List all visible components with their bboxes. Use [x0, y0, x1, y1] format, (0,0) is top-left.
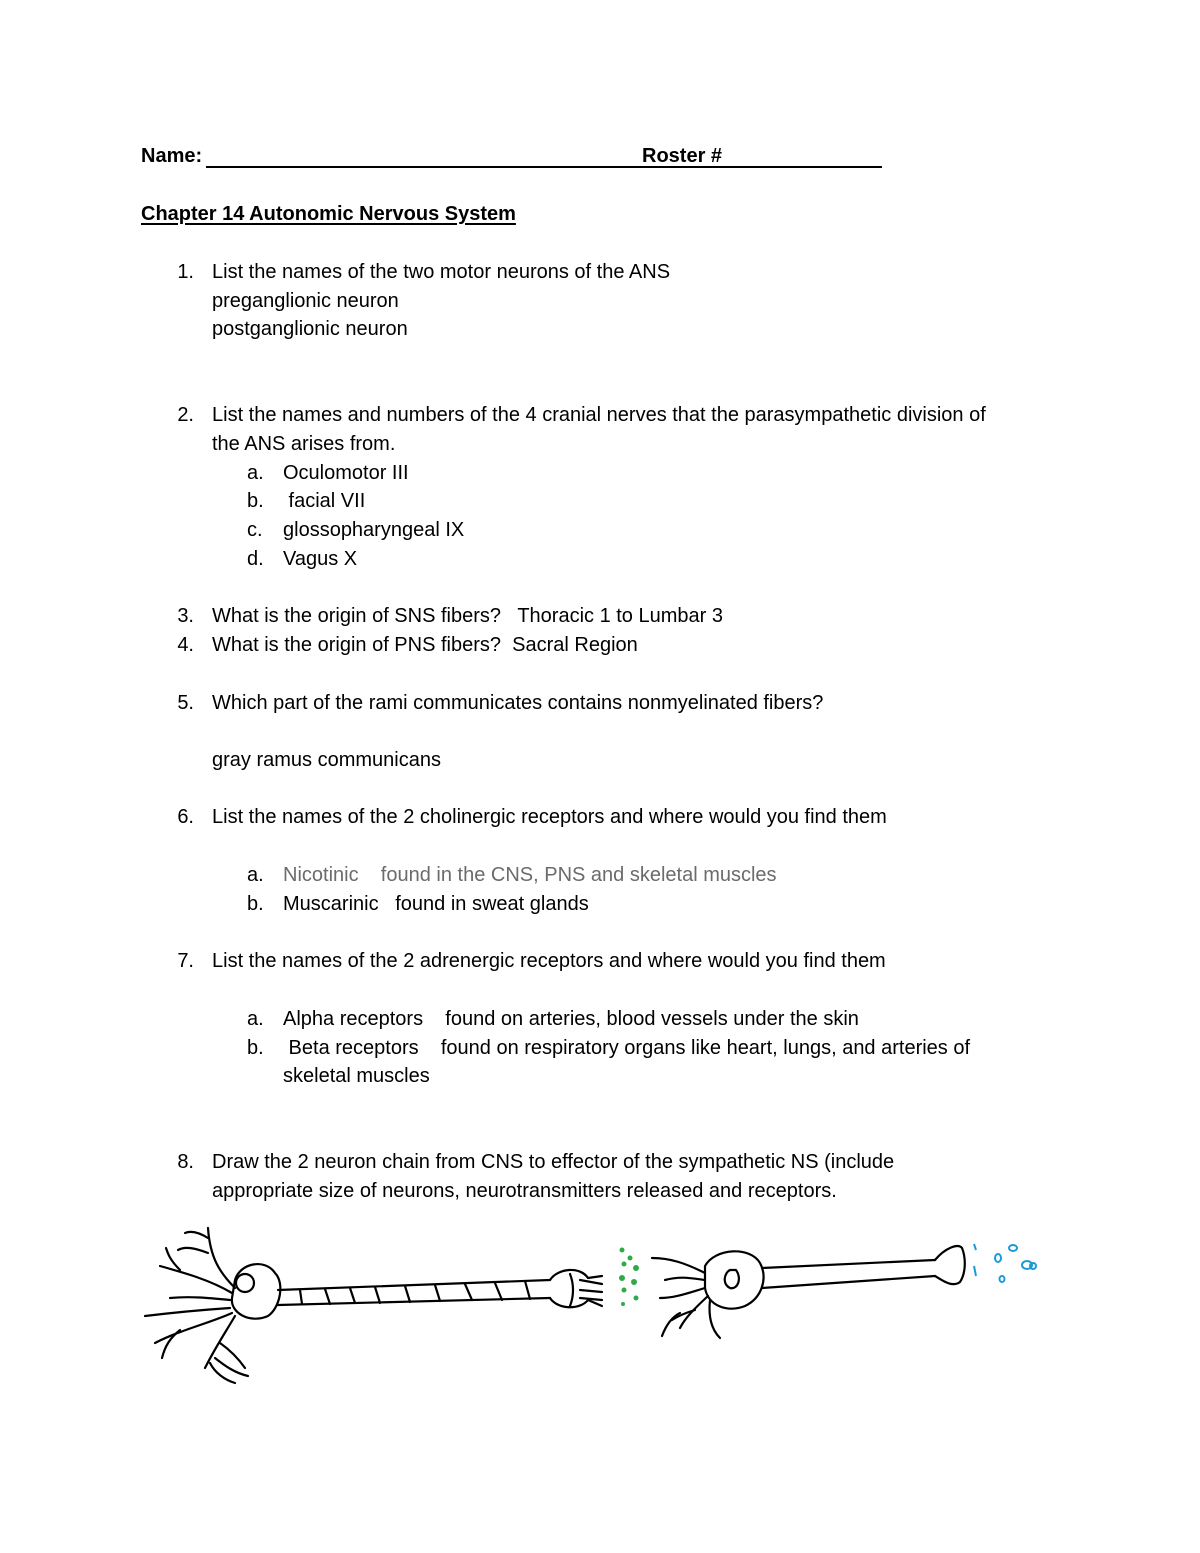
- axon: [278, 1298, 550, 1305]
- answer-text: Nicotinic found in the CNS, PNS and skeletal muscles: [283, 864, 777, 886]
- question-text: the ANS arises from.: [212, 433, 396, 455]
- myelin-mark: [325, 1289, 330, 1304]
- roster-blank[interactable]: [642, 166, 882, 168]
- question-text: Which part of the rami communicates contains nonmyelinated fibers?: [212, 692, 824, 714]
- question-number: 4.: [177, 634, 194, 656]
- question-number: 8.: [177, 1151, 194, 1173]
- norepinephrine-molecules: [974, 1244, 1036, 1282]
- question-text: Draw the 2 neuron chain from CNS to effector of the sympathetic NS (include: [212, 1151, 895, 1173]
- axon-terminal: [580, 1298, 602, 1300]
- list-letter: b.: [247, 893, 264, 915]
- answer-text: Muscarinic found in sweat glands: [283, 893, 589, 915]
- axon-terminal: [570, 1274, 573, 1306]
- myelin-mark: [300, 1290, 302, 1304]
- question-number: 3.: [177, 605, 194, 627]
- axon-terminal: [580, 1290, 602, 1292]
- dendrite: [178, 1248, 208, 1253]
- question-number: 7.: [177, 950, 194, 972]
- dendrite: [208, 1228, 235, 1288]
- name-label: Name:: [141, 145, 203, 167]
- cell-body: [705, 1251, 764, 1308]
- neuron-chain-drawing: [140, 1218, 1060, 1393]
- axon: [762, 1276, 935, 1288]
- answer-text: glossopharyngeal IX: [283, 519, 465, 541]
- axon-terminal: [550, 1270, 602, 1280]
- answer-text: Vagus X: [283, 548, 358, 570]
- answer-text: postganglionic neuron: [212, 318, 408, 340]
- cell-body: [232, 1264, 280, 1319]
- answer-text: Oculomotor III: [283, 462, 409, 484]
- question-text: List the names of the 2 adrenergic receptors and where would you find them: [212, 950, 886, 972]
- roster-label: Roster #: [642, 145, 723, 167]
- axon-terminal: [935, 1246, 965, 1284]
- question-text: What is the origin of PNS fibers? Sacral Region: [212, 634, 638, 656]
- dendrite: [166, 1248, 180, 1270]
- question-number: 6.: [177, 806, 194, 828]
- question-text: List the names of the 2 cholinergic receptors and where would you find them: [212, 806, 887, 828]
- axon: [762, 1260, 935, 1268]
- answer-text: facial VII: [283, 490, 366, 512]
- dendrite: [652, 1258, 705, 1273]
- axon-terminal: [580, 1280, 602, 1284]
- question-number: 1.: [177, 261, 194, 283]
- list-letter: a.: [247, 864, 264, 886]
- list-letter: d.: [247, 548, 264, 570]
- acetylcholine-vesicles: [619, 1248, 639, 1307]
- preganglionic-neuron: [145, 1228, 602, 1383]
- postganglionic-neuron: [652, 1246, 965, 1338]
- question-number: 2.: [177, 404, 194, 426]
- list-letter: a.: [247, 462, 264, 484]
- myelin-mark: [525, 1281, 530, 1299]
- dendrite: [680, 1296, 708, 1328]
- answer-text: Beta receptors found on respiratory organs like heart, lungs, and arteries of: [283, 1037, 971, 1059]
- dendrite: [185, 1232, 208, 1238]
- question-text: What is the origin of SNS fibers? Thoracic 1 to Lumbar 3: [212, 605, 723, 627]
- myelin-mark: [350, 1288, 355, 1303]
- answer-text: gray ramus communicans: [212, 749, 441, 771]
- nucleus: [236, 1274, 254, 1292]
- myelin-mark: [375, 1287, 380, 1303]
- dendrite: [665, 1278, 705, 1280]
- dendrite: [145, 1308, 230, 1316]
- answer-text: preganglionic neuron: [212, 290, 399, 312]
- answer-text: Alpha receptors found on arteries, blood vessels under the skin: [283, 1008, 859, 1030]
- name-blank[interactable]: [206, 166, 642, 168]
- axon: [278, 1280, 550, 1290]
- list-letter: c.: [247, 519, 263, 541]
- myelin-mark: [435, 1285, 440, 1301]
- myelin-mark: [465, 1284, 472, 1300]
- dendrite: [660, 1288, 705, 1298]
- page-title: Chapter 14 Autonomic Nervous System: [141, 203, 516, 225]
- myelin-mark: [495, 1283, 502, 1300]
- question-text: List the names of the two motor neurons of the ANS: [212, 261, 671, 283]
- dendrite: [170, 1297, 230, 1300]
- answer-text: skeletal muscles: [283, 1065, 430, 1087]
- myelin-mark: [405, 1286, 410, 1302]
- list-letter: b.: [247, 490, 264, 512]
- question-text: List the names and numbers of the 4 cranial nerves that the parasympathetic division of: [212, 404, 986, 426]
- question-number: 5.: [177, 692, 194, 714]
- list-letter: a.: [247, 1008, 264, 1030]
- question-text: appropriate size of neurons, neurotransmitters released and receptors.: [212, 1180, 837, 1202]
- dendrite: [210, 1363, 235, 1383]
- nucleus: [725, 1270, 739, 1288]
- list-letter: b.: [247, 1037, 264, 1059]
